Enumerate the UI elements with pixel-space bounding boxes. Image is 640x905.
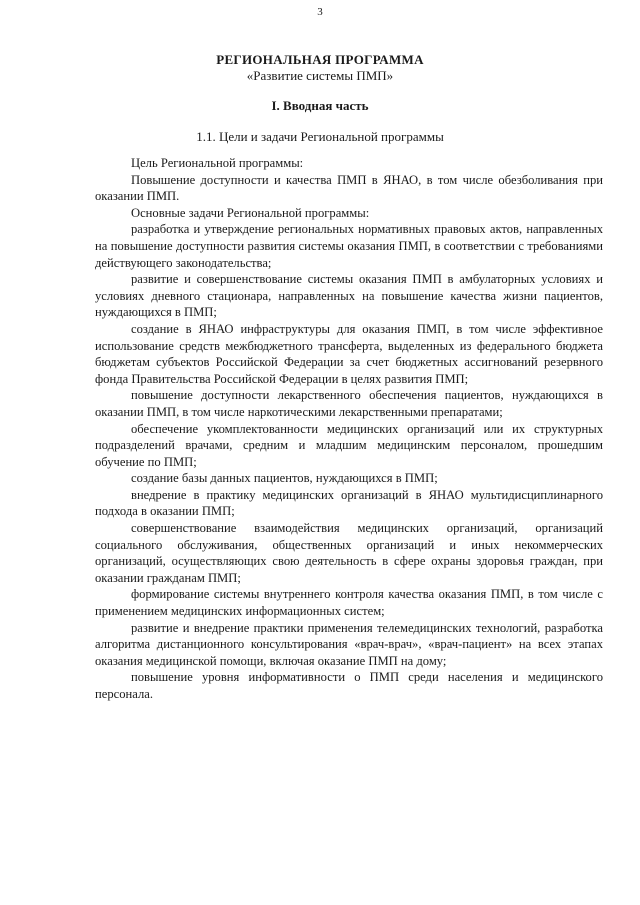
- task-item: повышение уровня информативности о ПМП среди населения и медицинского персонала.: [95, 670, 603, 701]
- task-item: внедрение в практику медицинских организаций в ЯНАО мультидисциплинарного подхода в оказании ПМП;: [95, 487, 603, 519]
- task-item: совершенствование взаимодействия медицинских организаций, организаций социального обслуживания, общественных организаций и иных некоммерческих организаций, осуществляющих свою деятельность в сфере охраны здоровья граждан, при оказании гражданам ПМП;: [95, 521, 603, 585]
- task-item: обеспечение укомплектованности медицинских организаций или их структурных подразделений врачами, средним и младшим медицинским персоналом, прошедшим обучение по ПМП;: [95, 421, 603, 469]
- paragraph-goal: Повышение доступности и качества ПМП в ЯНАО, в том числе обезболивания при оказании ПМП.: [95, 172, 603, 204]
- section-heading: I. Вводная часть: [271, 98, 369, 113]
- task-item: создание в ЯНАО инфраструктуры для оказания ПМП, в том числе эффективное использование средств межбюджетного трансферта, выделенных из федерального бюджета бюджетам субъектов Российской Федерации за счет бюджетных ассигнований резервного фонда Правительства Российской Федерации в целях развития ПМП;: [95, 321, 603, 386]
- task-item: разработка и утверждение региональных нормативных правовых актов, направленных на повышение доступности развития системы оказания ПМП, в соответствии с требованиями действующего законодательства;: [95, 222, 603, 270]
- paragraph-tasks-label: Основные задачи Региональной программы:: [131, 205, 370, 220]
- task-item: развитие и внедрение практики применения телемедицинских технологий, разработка алгоритма дистанционного консультирования «врач-врач», «врач-пациент» на всех этапах оказания медицинской помощи, включая оказание ПМП на дому;: [95, 620, 603, 668]
- paragraph-goal-label: Цель Региональной программы:: [131, 156, 304, 170]
- task-item: формирование системы внутреннего контроля качества оказания ПМП, в том числе с применением медицинских информационных систем;: [95, 587, 603, 619]
- document-subtitle: «Развитие системы ПМП»: [246, 68, 394, 83]
- task-item: создание базы данных пациентов, нуждающихся в ПМП;: [131, 471, 438, 486]
- body-text: [95, 155, 603, 703]
- document-title: РЕГИОНАЛЬНАЯ ПРОГРАММА: [216, 52, 424, 67]
- subsection-heading: 1.1. Цели и задачи Региональной программы: [196, 129, 444, 144]
- task-item: развитие и совершенствование системы оказания ПМП в амбулаторных условиях и условиях дневного стационара, направленных на повышение качества жизни пациентов, нуждающихся в ПМП;: [95, 272, 603, 320]
- task-item: повышение доступности лекарственного обеспечения пациентов, нуждающихся в оказании ПМП, в том числе наркотическими лекарственными препаратами;: [95, 388, 603, 419]
- page-number: 3: [317, 6, 323, 18]
